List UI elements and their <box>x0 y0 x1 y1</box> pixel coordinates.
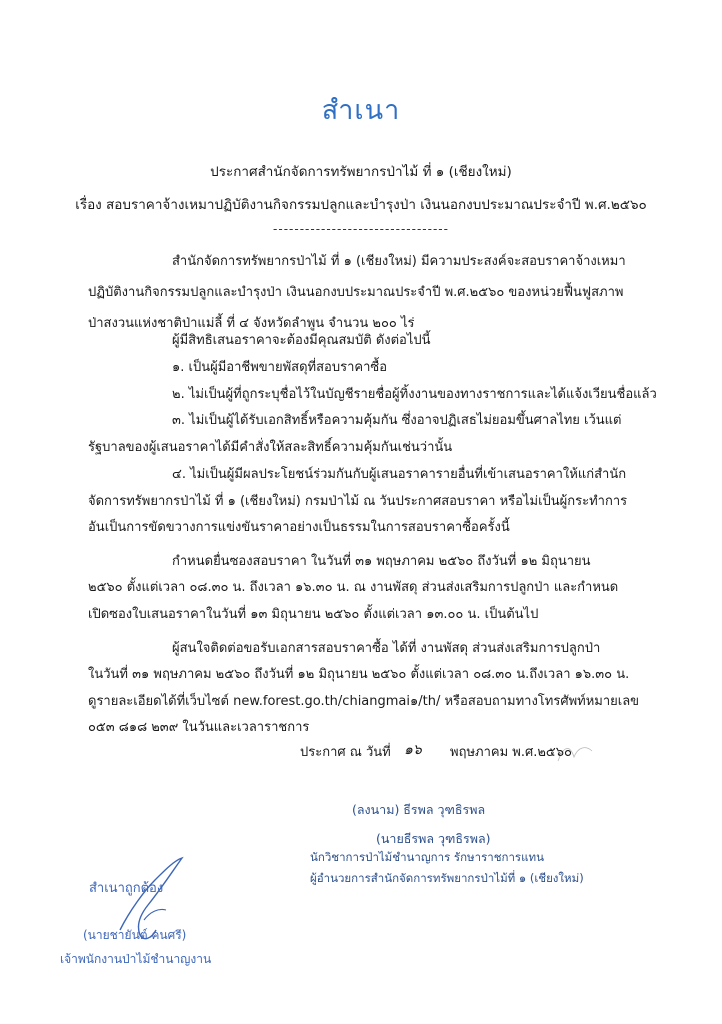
contact-line-2: ในวันที่ ๓๑ พฤษภาคม ๒๕๖๐ ถึงวันที่ ๑๒ มิถุนายน ๒๕๖๐ ตั้งแต่เวลา ๐๘.๓๐ น.ถึงเวลา ๑๖.๓๐ น. <box>88 667 630 682</box>
signer-title-1: นักวิชาการป่าไม้ชำนาญการ รักษาราชการแทน <box>310 850 544 864</box>
contact-line-1: ผู้สนใจติดต่อขอรับเอกสารสอบราคาซื้อ ได้ที่ งานพัสดุ ส่วนส่งเสริมการปลูกป่า <box>172 641 601 656</box>
contact-line-3: ดูรายละเอียดได้ที่เว็บไซต์ new.forest.go.th/chiangmai๑/th/ หรือสอบถามทางโทรศัพท์หมายเลข <box>88 694 640 709</box>
copy-heading: สำเนา <box>321 95 401 126</box>
announcement-subject: เรื่อง สอบราคาจ้างเหมาปฏิบัติงานกิจกรรมปลูกและบำรุงป่า เงินนอกงบประมาณประจำปี พ.ศ.๒๕๖๐ <box>75 197 647 213</box>
qualification-4-line-2: จัดการทรัพยากรป่าไม้ ที่ ๑ (เชียงใหม่) กรมป่าไม้ ณ วันประกาศสอบราคา หรือไม่เป็นผู้กระทำการ <box>88 494 628 509</box>
announcement-title: ประกาศสำนักจัดการทรัพยากรป่าไม้ ที่ ๑ (เชียงใหม่) <box>210 164 512 180</box>
handwritten-signature-icon <box>100 850 210 950</box>
signer-name: (นายธีรพล วุฑธิรพล) <box>376 831 491 846</box>
signature-line: (ลงนาม) ธีรพล วุฑธิรพล <box>352 802 486 817</box>
date-handwriting-icon <box>556 741 596 765</box>
qualification-3-line-1: ๓. ไม่เป็นผู้ได้รับเอกสิทธิ์หรือความคุ้มกัน ซึ่งอาจปฏิเสธไม่ยอมขึ้นศาลไทย เว้นแต่ <box>172 413 622 428</box>
intro-line-1: สำนักจัดการทรัพยากรป่าไม้ ที่ ๑ (เชียงใหม่) มีความประสงค์จะสอบราคาจ้างเหมา <box>172 254 626 269</box>
announce-day: ๑๖ <box>404 742 422 758</box>
announce-date-suffix: พฤษภาคม พ.ศ.๒๕๖๐ <box>450 745 572 760</box>
signer-title-2: ผู้อำนวยการสำนักจัดการทรัพยากรป่าไม้ที่ ๑ (เชียงใหม่) <box>310 871 584 885</box>
qualification-3-line-2: รัฐบาลของผู้เสนอราคาได้มีคำสั่งให้สละสิทธิ์ความคุ้มกันเช่นว่านั้น <box>88 440 453 455</box>
qualification-2: ๒. ไม่เป็นผู้ที่ถูกระบุชื่อไว้ในบัญชีรายชื่อผู้ทิ้งงานของทางราชการและได้แจ้งเวียนชื่อแล้ว <box>172 387 657 402</box>
divider-line: --------------------------------- <box>273 222 449 236</box>
certifier-title: เจ้าพนักงานป่าไม้ชำนาญงาน <box>60 952 212 966</box>
contact-line-4: ๐๕๓ ๘๑๘ ๒๓๙ ในวันและเวลาราชการ <box>88 720 310 735</box>
intro-line-3: ป่าสงวนแห่งชาติป่าแม่ลี้ ที่ ๔ จังหวัดลำพูน จำนวน ๒๐๐ ไร่ <box>88 316 415 331</box>
schedule-line-2: ๒๕๖๐ ตั้งแต่เวลา ๐๘.๓๐ น. ถึงเวลา ๑๖.๓๐ น. ณ งานพัสดุ ส่วนส่งเสริมการปลูกป่า และกำหนด <box>88 580 619 595</box>
qualification-1: ๑. เป็นผู้มีอาชีพขายพัสดุที่สอบราคาซื้อ <box>172 360 388 375</box>
qualification-intro: ผู้มีสิทธิเสนอราคาจะต้องมีคุณสมบัติ ดังต่อไปนี้ <box>172 333 431 348</box>
certifier-name: (นายชายันต์ คนศรี) <box>83 928 187 942</box>
schedule-line-1: กำหนดยื่นซองสอบราคา ในวันที่ ๓๑ พฤษภาคม ๒๕๖๐ ถึงวันที่ ๑๒ มิถุนายน <box>172 554 591 569</box>
schedule-line-3: เปิดซองใบเสนอราคาในวันที่ ๑๓ มิถุนายน ๒๕๖๐ ตั้งแต่เวลา ๑๓.๐๐ น. เป็นต้นไป <box>88 607 539 622</box>
announce-date-prefix: ประกาศ ณ วันที่ <box>300 745 391 760</box>
intro-line-2: ปฏิบัติงานกิจกรรมปลูกและบำรุงป่า เงินนอกงบประมาณประจำปี พ.ศ.๒๕๖๐ ของหน่วยฟื้นฟูสภาพ <box>88 285 624 300</box>
certified-copy-label: สำเนาถูกต้อง <box>89 881 164 896</box>
qualification-4-line-1: ๔. ไม่เป็นผู้มีผลประโยชน์ร่วมกันกับผู้เสนอราคารายอื่นที่เข้าเสนอราคาให้แก่สำนัก <box>172 467 627 482</box>
qualification-4-line-3: อันเป็นการขัดขวางการแข่งขันราคาอย่างเป็นธรรมในการสอบราคาซื้อครั้งนี้ <box>88 520 510 535</box>
